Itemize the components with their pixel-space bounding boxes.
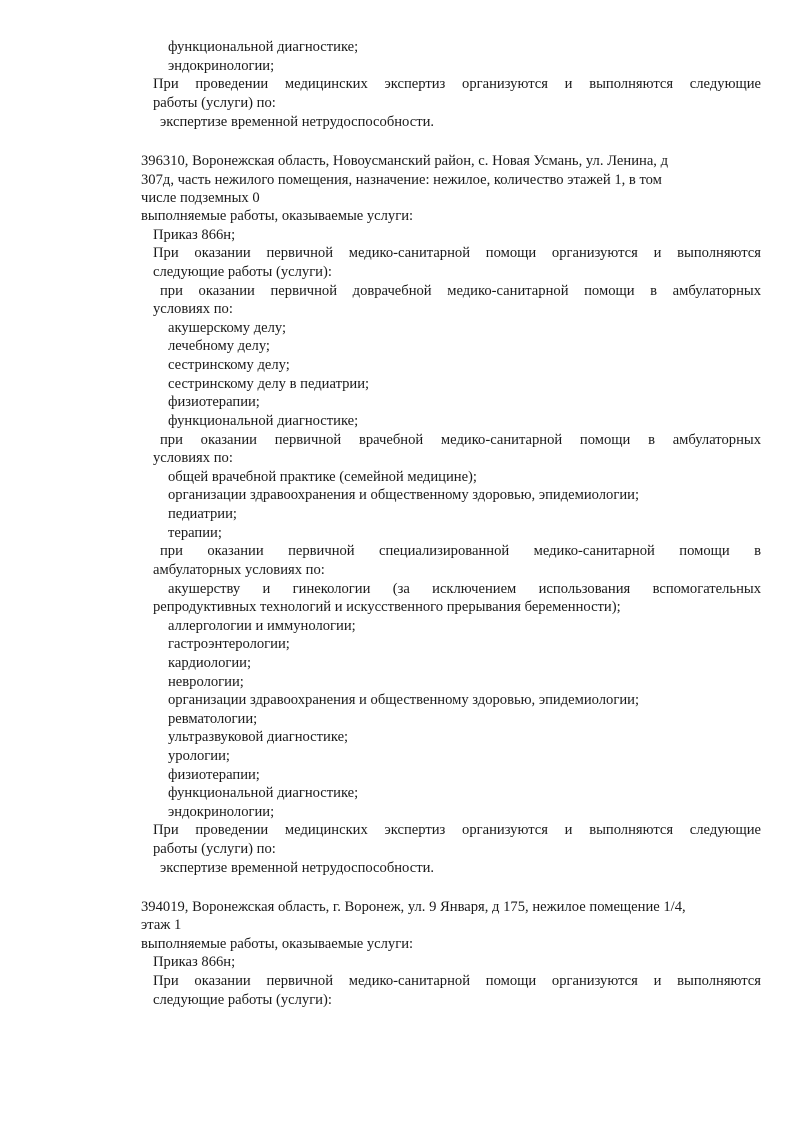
service-item: сестринскому делу в педиатрии; bbox=[168, 376, 370, 392]
address-line: числе подземных 0 bbox=[141, 190, 260, 206]
pre-doctor-heading-cont: условиях по: bbox=[153, 301, 233, 317]
pre-doctor-heading: при оказании первичной доврачебной медико-санитарной помощи в амбулаторных bbox=[160, 283, 761, 299]
service-item: организации здравоохранения и общественному здоровью, эпидемиологии; bbox=[168, 692, 640, 708]
works-label: выполняемые работы, оказываемые услуги: bbox=[141, 208, 414, 224]
address-line: 394019, Воронежская область, г. Воронеж, ул. 9 Января, д 175, нежилое помещение 1/4, bbox=[141, 899, 686, 915]
expertise-item: экспертизе временной нетрудоспособности. bbox=[160, 114, 435, 130]
service-item: педиатрии; bbox=[168, 506, 237, 522]
address-line: 396310, Воронежская область, Новоусманский район, с. Новая Усмань, ул. Ленина, д bbox=[141, 153, 669, 169]
specialized-heading: при оказании первичной специализированной медико-санитарной помощи в bbox=[160, 543, 761, 559]
service-item: урологии; bbox=[168, 748, 230, 764]
service-item: функциональной диагностике; bbox=[168, 413, 359, 429]
pmsp-intro-cont: следующие работы (услуги): bbox=[153, 992, 332, 1008]
address-line: этаж 1 bbox=[141, 917, 182, 933]
service-item: физиотерапии; bbox=[168, 394, 260, 410]
expertise-intro: При проведении медицинских экспертиз организуются и выполняются следующие bbox=[153, 76, 761, 92]
expertise-intro: При проведении медицинских экспертиз организуются и выполняются следующие bbox=[153, 822, 761, 838]
pmsp-intro: При оказании первичной медико-санитарной помощи организуются и выполняются bbox=[153, 245, 761, 261]
service-item: акушерскому делу; bbox=[168, 320, 287, 336]
doctor-heading-cont: условиях по: bbox=[153, 450, 233, 466]
order-ref: Приказ 866н; bbox=[153, 954, 236, 970]
expertise-intro-cont: работы (услуги) по: bbox=[153, 841, 276, 857]
service-item: организации здравоохранения и общественному здоровью, эпидемиологии; bbox=[168, 487, 640, 503]
specialized-heading-cont: амбулаторных условиях по: bbox=[153, 562, 325, 578]
service-item: аллергологии и иммунологии; bbox=[168, 618, 356, 634]
service-item: эндокринологии; bbox=[168, 804, 275, 820]
service-item: общей врачебной практике (семейной медицине); bbox=[168, 469, 477, 485]
service-item-cont: репродуктивных технологий и искусственного прерывания беременности); bbox=[153, 599, 621, 615]
service-item: эндокринологии; bbox=[168, 58, 275, 74]
service-item: неврологии; bbox=[168, 674, 244, 690]
expertise-item: экспертизе временной нетрудоспособности. bbox=[160, 860, 435, 876]
order-ref: Приказ 866н; bbox=[153, 227, 236, 243]
works-label: выполняемые работы, оказываемые услуги: bbox=[141, 936, 414, 952]
service-item: физиотерапии; bbox=[168, 767, 260, 783]
service-item: функциональной диагностике; bbox=[168, 39, 359, 55]
address-line: 307д, часть нежилого помещения, назначение: нежилое, количество этажей 1, в том bbox=[141, 172, 662, 188]
service-item: акушерству и гинекологии (за исключением использования вспомогательных bbox=[168, 581, 761, 597]
service-item: ультразвуковой диагностике; bbox=[168, 729, 349, 745]
service-item: лечебному делу; bbox=[168, 338, 270, 354]
service-item: функциональной диагностике; bbox=[168, 785, 359, 801]
expertise-intro-cont: работы (услуги) по: bbox=[153, 95, 276, 111]
service-item: сестринскому делу; bbox=[168, 357, 290, 373]
service-item: терапии; bbox=[168, 525, 222, 541]
pmsp-intro: При оказании первичной медико-санитарной помощи организуются и выполняются bbox=[153, 973, 761, 989]
service-item: ревматологии; bbox=[168, 711, 258, 727]
service-item: гастроэнтерологии; bbox=[168, 636, 290, 652]
service-item: кардиологии; bbox=[168, 655, 252, 671]
pmsp-intro-cont: следующие работы (услуги): bbox=[153, 264, 332, 280]
doctor-heading: при оказании первичной врачебной медико-санитарной помощи в амбулаторных bbox=[160, 432, 761, 448]
